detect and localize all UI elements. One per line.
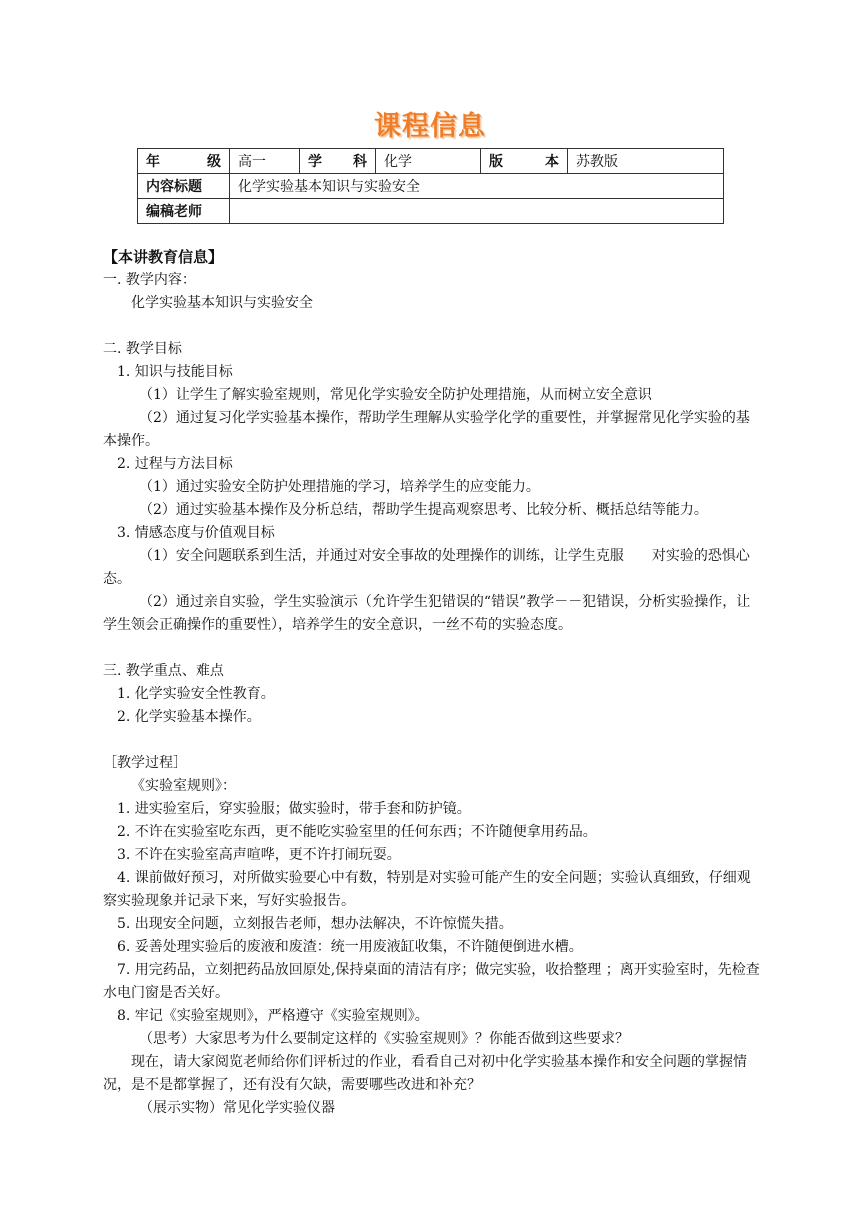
list-item: 1. 进实验室后，穿实验服；做实验时，带手套和防护镜。 (117, 801, 471, 817)
goal-knowledge-heading: 1. 知识与技能目标 (117, 364, 233, 380)
page-title: 课程信息 (374, 111, 486, 142)
paragraph: （2）通过实验基本操作及分析总结，帮助学生提高观察思考、比较分析、概括总结等能力。 (139, 502, 708, 518)
list-item: 2. 不许在实验室吃东西，更不能吃实验室里的任何东西；不许随便拿用药品。 (117, 824, 597, 840)
paragraph: （1）让学生了解实验室规则，常见化学实验安全防护处理措施，从而树立安全意识 (139, 387, 652, 403)
list-item: 8. 牢记《实验室规则》，严格遵守《实验室规则》。 (117, 1008, 429, 1024)
show-instruments: （展示实物）常见化学实验仪器 (139, 1100, 335, 1116)
paragraph: 现在，请大家阅览老师给你们评析过的作业，看看自己对初中化学实验基本操作和安全问题的掌握情况，是不是都掌握了，还有没有欠缺，需要哪些改进和补充？ (103, 1054, 747, 1093)
list-item: 1. 化学实验安全性教育。 (117, 686, 275, 702)
editor-label: 编稿老师 (138, 199, 230, 224)
section-2-heading: 二. 教学目标 (103, 341, 182, 357)
course-info-table (137, 148, 724, 224)
goal-attitude-heading: 3. 情感态度与价值观目标 (117, 525, 275, 541)
topic-value: 化学实验基本知识与实验安全 (230, 174, 724, 199)
think-question: （思考）大家思考为什么要制定这样的《实验室规则》？你能否做到这些要求？ (139, 1031, 629, 1047)
edition-label: 版 本 (481, 149, 568, 174)
list-item: 6. 妥善处理实验后的废液和废渣：统一用废液缸收集，不许随便倒进水槽。 (117, 939, 583, 955)
section-1-heading: 一. 教学内容： (103, 272, 196, 288)
list-item: 2. 化学实验基本操作。 (117, 709, 261, 725)
section-heading: 【本讲教育信息】 (103, 248, 224, 266)
grade-value: 高一 (230, 149, 300, 174)
list-item: 3. 不许在实验室高声喧哗，更不许打闹玩耍。 (117, 847, 401, 863)
list-item: 5. 出现安全问题，立刻报告老师，想办法解决，不许惊慌失措。 (117, 916, 513, 932)
document-body (103, 246, 763, 1120)
table-row (138, 149, 724, 174)
editor-value (230, 199, 724, 224)
section-1-text: 化学实验基本知识与实验安全 (131, 295, 313, 311)
list-item: 4. 课前做好预习，对所做实验要心中有数，特别是对实验可能产生的安全问题；实验认真细致，仔细观察实验现象并记录下来，写好实验报告。 (103, 870, 751, 909)
goal-process-heading: 2. 过程与方法目标 (117, 456, 233, 472)
paragraph: （1）安全问题联系到生活，并通过对安全事故的处理操作的训练，让学生克服 对实验的恐惧心态。 (103, 548, 750, 587)
grade-label: 年 级 (138, 149, 230, 174)
rules-title: 《实验室规则》： (131, 778, 236, 794)
topic-label: 内容标题 (138, 174, 230, 199)
paragraph: （1）通过实验安全防护处理措施的学习，培养学生的应变能力。 (139, 479, 540, 495)
table-row (138, 199, 724, 224)
subject-label: 学 科 (300, 149, 376, 174)
edition-value: 苏教版 (568, 149, 724, 174)
list-item: 7. 用完药品，立刻把药品放回原处,保持桌面的清洁有序；做完实验，收拾整理 ；离开实验室时，先检查水电门窗是否关好。 (103, 962, 760, 1001)
paragraph: （2）通过亲自实验，学生实验演示（允许学生犯错误的“错误”教学－－犯错误，分析实验操作，让学生领会正确操作的重要性），培养学生的安全意识，一丝不苟的实验态度。 (103, 594, 751, 633)
paragraph: （2）通过复习化学实验基本操作，帮助学生理解从实验学化学的重要性，并掌握常见化学实验的基本操作。 (103, 410, 750, 449)
table-row (138, 174, 724, 199)
subject-value: 化学 (376, 149, 481, 174)
process-heading: ［教学过程］ (103, 755, 187, 771)
section-3-heading: 三. 教学重点、难点 (103, 663, 224, 679)
